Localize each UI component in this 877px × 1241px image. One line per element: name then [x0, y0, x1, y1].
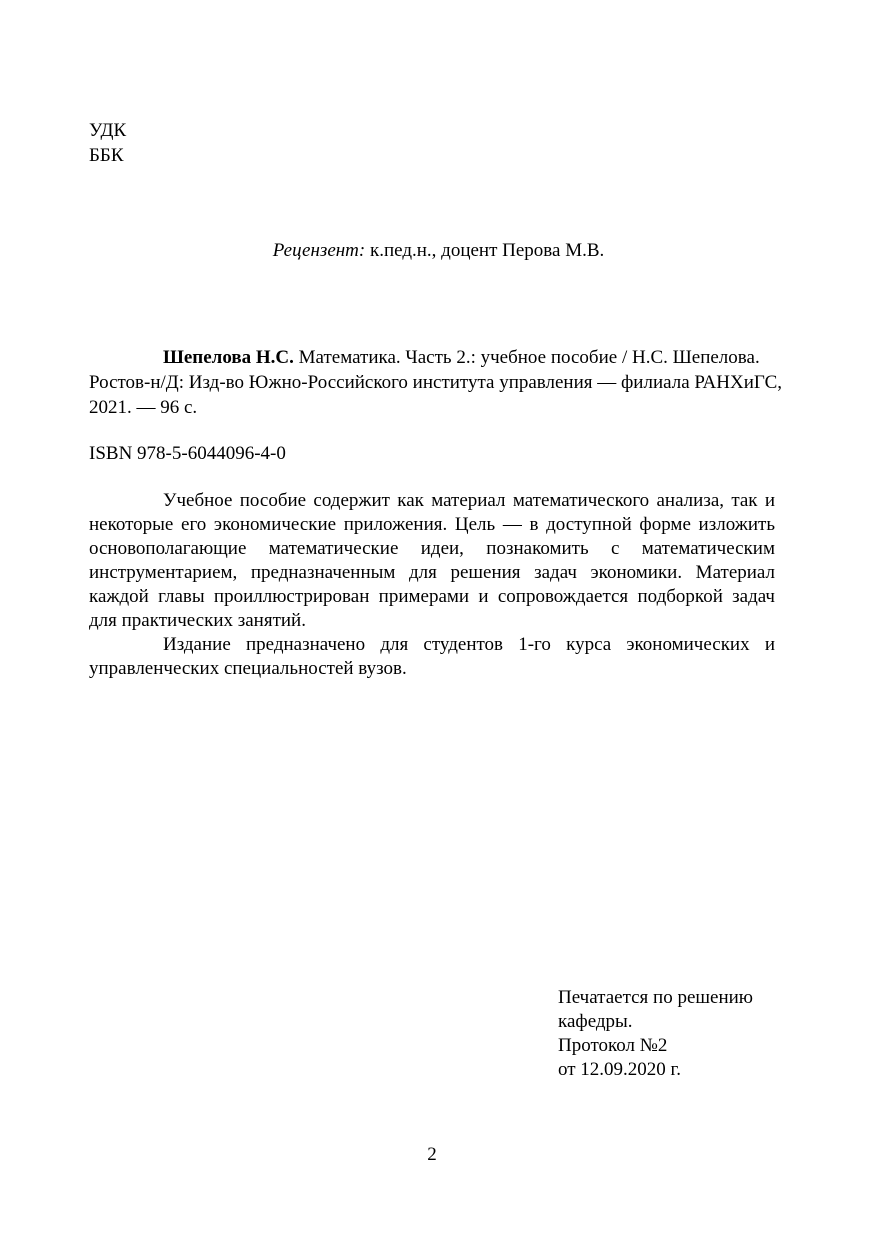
reviewer-line	[0, 238, 877, 263]
approval-line-2: кафедры.	[558, 1011, 633, 1032]
bbk-label: ББК	[89, 145, 124, 166]
annotation-paragraph-2: Издание предназначено для студентов 1-го курса экономических и управленческих специальностей вузов.	[89, 634, 775, 679]
udk-label: УДК	[89, 120, 127, 141]
annotation-paragraph-1: Учебное пособие содержит как материал математического анализа, так и некоторые его экономические приложения. Цель — в доступной форме изложить основополагающие математические идеи, познакомить с математическим инструментарием, предназначенным для решения задач экономики. Материал каждой главы проиллюстрирован примерами и сопровождается подборкой задач для практических занятий.	[89, 490, 775, 631]
approval-line-4: от 12.09.2020 г.	[558, 1059, 681, 1080]
reviewer-name: к.пед.н., доцент Перова М.В.	[369, 240, 605, 261]
reviewer-role: Рецензент:	[272, 240, 366, 261]
bibliographic-author: Шепелова Н.С.	[163, 347, 294, 368]
page-number: 2	[427, 1144, 437, 1165]
approval-line-3: Протокол №2	[558, 1035, 668, 1056]
bibliographic-record	[89, 345, 789, 420]
annotation	[89, 489, 775, 681]
approval-line-1: Печатается по решению	[558, 987, 753, 1008]
bibliographic-description: Математика. Часть 2.: учебное пособие / Н.С. Шепелова. Ростов-н/Д: Изд-во Южно-Российского института управления — филиала РАНХиГС, 2021. — 96 с.	[89, 347, 783, 418]
classification-codes	[89, 118, 126, 168]
publication-approval	[558, 986, 753, 1082]
isbn-number: ISBN 978-5-6044096-4-0	[89, 443, 286, 464]
